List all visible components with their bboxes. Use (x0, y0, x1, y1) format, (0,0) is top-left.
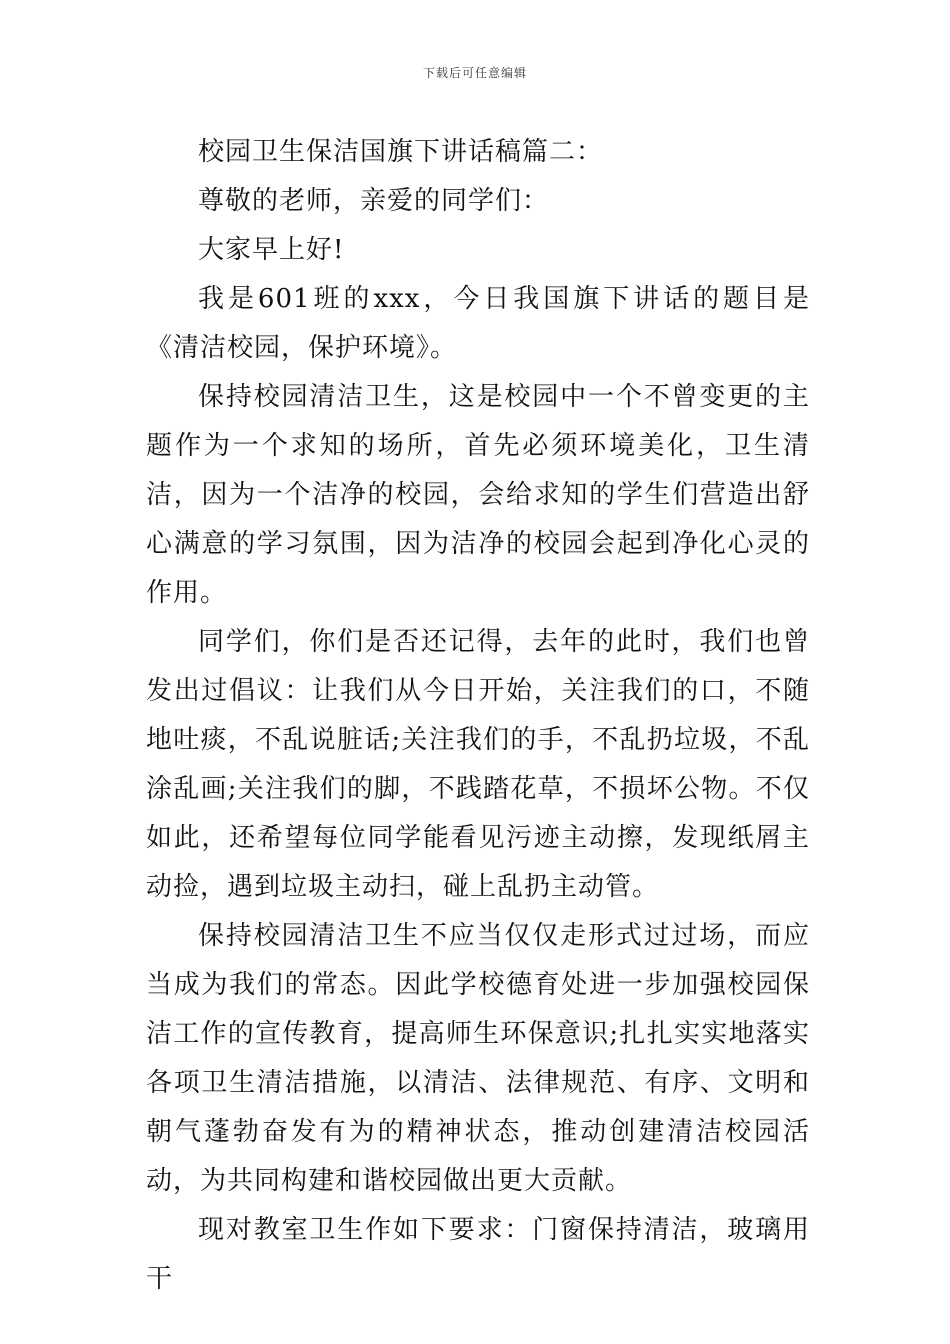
paragraph-salutation: 尊敬的老师，亲爱的同学们： (198, 186, 550, 216)
document-body (146, 128, 810, 1304)
paragraph-introduction: 我是601班的xxx，今日我国旗下讲话的题目是《清洁校园，保护环境》。 (146, 284, 810, 363)
paragraph-title: 校园卫生保洁国旗下讲话稿篇二： (198, 137, 604, 167)
paragraph-proposal: 同学们，你们是否还记得，去年的此时，我们也曾发出过倡议：让我们从今日开始，关注我们的口，不随地吐痰，不乱说脏话;关注我们的手，不乱扔垃圾，不乱涂乱画;关注我们的脚，不践踏花草，不损坏公物。不仅如此，还希望每位同学能看见污迹主动擦，发现纸屑主动捡，遇到垃圾主动扫，碰上乱扔主动管。 (146, 627, 810, 902)
paragraph-theme: 保持校园清洁卫生，这是校园中一个不曾变更的主题作为一个求知的场所，首先必须环境美化，卫生清洁，因为一个洁净的校园，会给求知的学生们营造出舒心满意的学习氛围，因为洁净的校园会起到净化心灵的作用。 (146, 382, 810, 608)
paragraph-routine: 保持校园清洁卫生不应当仅仅走形式过过场，而应当成为我们的常态。因此学校德育处进一步加强校园保洁工作的宣传教育，提高师生环保意识;扎扎实实地落实各项卫生清洁措施，以清洁、法律规范、有序、文明和朝气蓬勃奋发有为的精神状态，推动创建清洁校园活动，为共同构建和谐校园做出更大贡献。 (146, 921, 810, 1196)
paragraph-requirements: 现对教室卫生作如下要求：门窗保持清洁，玻璃用干 (146, 1215, 810, 1294)
paragraph-greeting: 大家早上好! (198, 235, 345, 265)
page-header: 下载后可任意编辑 (422, 66, 527, 80)
